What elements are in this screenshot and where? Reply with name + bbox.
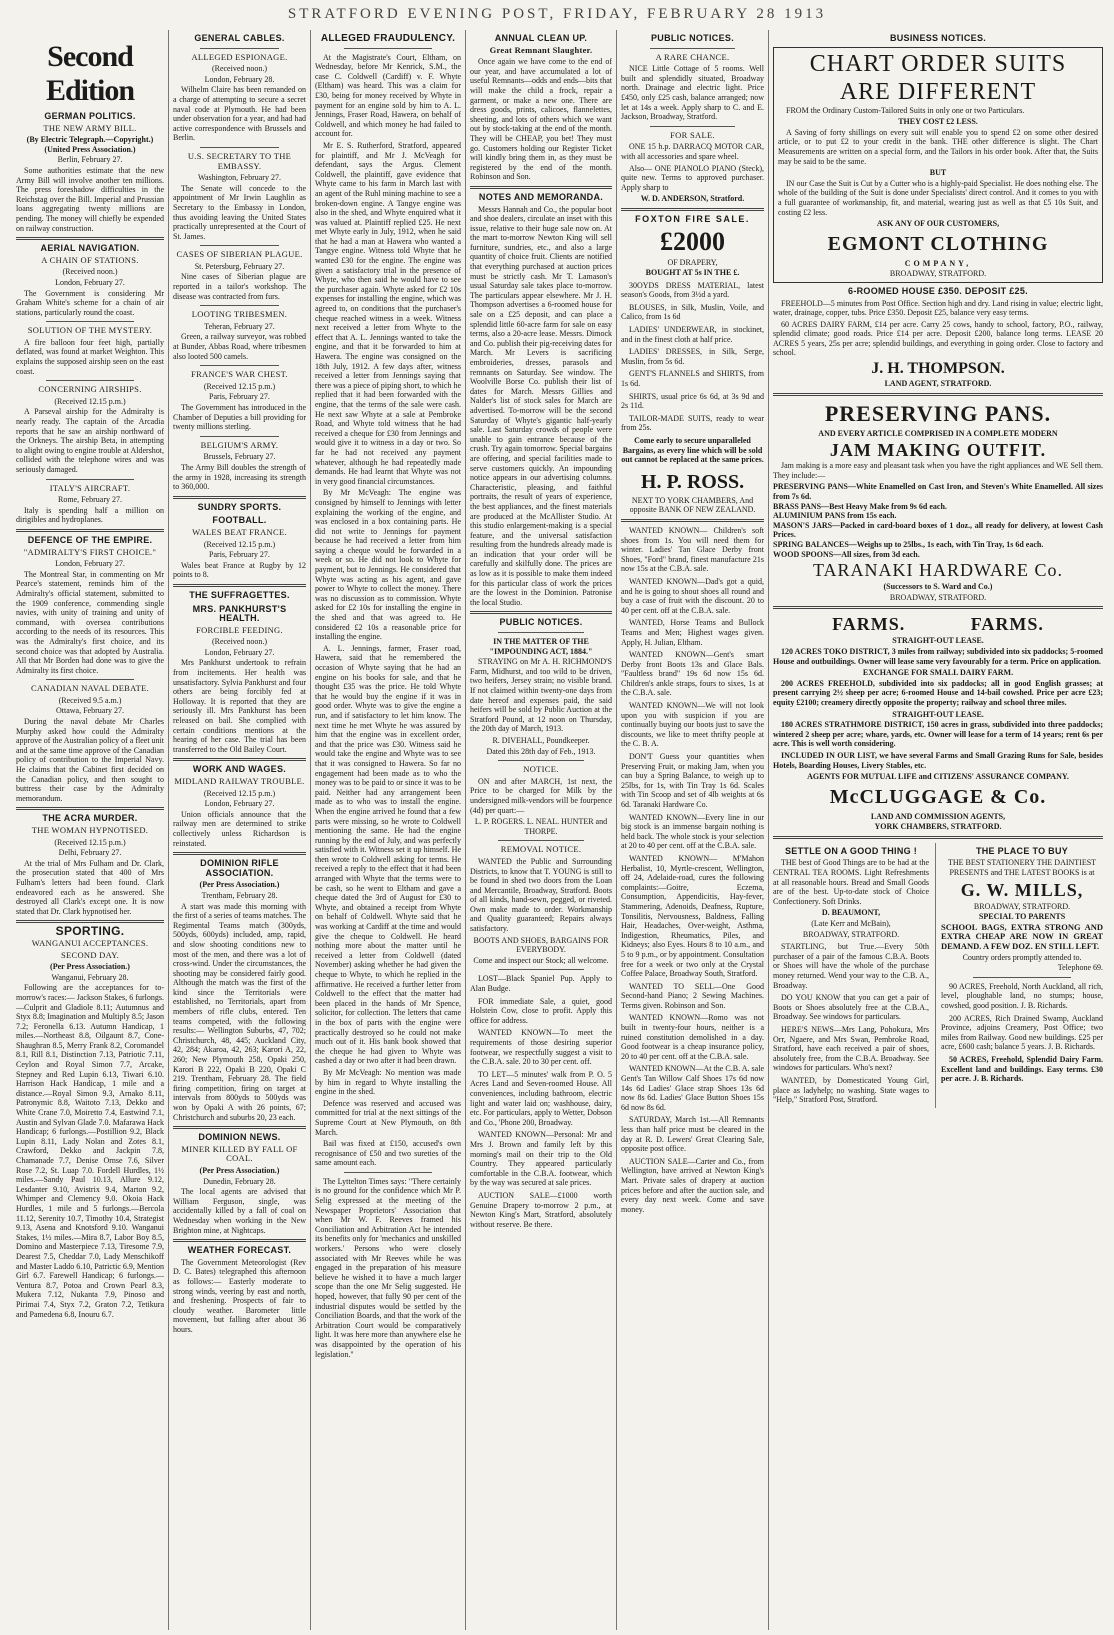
notice-sign: R. DIVEHALL, Poundkeeper. (492, 735, 590, 745)
article-body: By Mr McVeagh: No mention was made by him in regard to Whyte installing the engine in the shed. (315, 1067, 461, 1097)
egmont-name: EGMONT CLOTHING (827, 232, 1049, 255)
ad-line: SHIRTS, usual price 6s 6d, at 3s 9d and 2s 11d. (621, 391, 764, 411)
divider (46, 321, 135, 322)
dateline: Dunedin, February 28. (203, 1176, 276, 1186)
classified-ad: WANTED KNOWN—At the C.B. A. sale Gent's Tan Willow Calf Shoes 17s 6d now 14s 6d Ladies' Glace strap Shoes 13s 6d now 8s 6d. Ladies' Glace Button Shoes 15s 6d now 8s 6d. (621, 1064, 764, 1112)
ad-body: NICE Little Cottage of 5 rooms. Well built and splendidly situated, Broadway north. Drainage and electric light. Price £450, only £25 cash, balance arranged; now let at 14s a week. Apply sharp to C. and E. Jackson, Broadway, Stratford. (621, 64, 764, 122)
divider (498, 840, 583, 841)
subhead: "ADMIRALTY'S FIRST CHOICE." (23, 546, 157, 557)
received-line: (Received 12.15 p.m.) (203, 788, 276, 798)
section-head: FOOTBALL. (212, 515, 267, 526)
dateline: Paris, February 27. (209, 550, 270, 560)
classified-ad: DO YOU KNOW that you can get a pair of Boots or Shoes absolutely free at the C.B.A., Broadway. See windows for particulars. (773, 993, 930, 1022)
classified-ad: WANTED KNOWN—Romo was not built in twenty-four hours, neither is a ruined constitution demolished in a day. Good footwear is a cheap insurance policy, 20 to 40 per cent. off at the C.B.A. sale. (621, 1013, 764, 1061)
ad-line: 30OYDS DRESS MATERIAL, latest season's Goods, from 3½d a yard. (621, 280, 764, 300)
mccluggage-address: YORK CHAMBERS, STRATFORD. (874, 822, 1002, 832)
ad-head: FOR SALE. (670, 129, 715, 140)
subhead: THE NEW ARMY BILL. (43, 122, 137, 133)
subhead: CASES OF SIBERIAN PLAGUE. (176, 249, 303, 260)
divider (773, 836, 1103, 839)
dateline: Ottawa, February 27. (56, 706, 124, 716)
ross-name: H. P. ROSS. (640, 470, 745, 493)
ad-body: 60 ACRES DAIRY FARM, £14 per acre. Carry 25 cows, handy to school, factory, P.O., railway, splendid climate; good roads. Price £14 per acre. Deposit £200, balance long terms. LEASE 20 ACRES 5 years, 25s per acre; splendid buildings, and everything in going order. Close to factory and school. (773, 319, 1103, 358)
beaumont-name: D. BEAUMONT, (821, 908, 881, 918)
classified-ad: WANTED KNOWN—Every line in our big stock is an immense bargain nothing is held back. The whole stock is your selection at 20 to 40 per cent. off at the C.B.A. sale. (621, 812, 764, 851)
divider (773, 393, 1103, 396)
divider (973, 977, 1070, 978)
section-head: GENERAL CABLES. (194, 33, 285, 43)
ad-line: MASON'S JARS—Packed in card-board boxes of 1 doz., all ready for delivery, at lowest Cash Prices. (773, 520, 1103, 540)
column-rule (465, 30, 466, 1630)
subhead: FORCIBLE FEEDING. (196, 624, 283, 635)
notice-head: REMOVAL NOTICE. (500, 844, 582, 855)
section-head: SPORTING. (55, 924, 125, 939)
notice-body: ON and after MARCH, 1st next, the Price to be charged for Milk by the undersigned milk-vendors will be fourpence (4d) per quart:— (470, 776, 612, 815)
article-body: During the naval debate Mr Charles Murphy asked how could the Admiralty approve of the Australian policy of a fleet unit and at the same time approve of the Canadian policy of contribution to the Imperial Navy. He claims that the Cabinet first decided on the Canadian policy, and then sought to buttress their case by the Admiralty memorandum. (16, 717, 164, 803)
subhead: SECOND DAY. (60, 949, 120, 960)
ad-line: BLOUSES, in Silk, Muslin, Voile, and Calico, from 1s 6d (621, 302, 764, 322)
mills-address: BROADWAY, STRATFORD. (973, 901, 1071, 911)
classified-ad: WANTED, by Domesticated Young Girl, place as ladyhelp; no washing. State wages to "Help," Stratford Post, Stratford. (773, 1075, 930, 1105)
taranaki-successors: (Successors to S. Ward and Co.) (883, 582, 993, 592)
ad-body: THE BEST STATIONERY THE DAINTIEST PRESENTS and THE LATEST BOOKS is at (947, 858, 1097, 878)
bottom-ads-left (773, 843, 929, 1108)
classified-ad: LOST—Black Spaniel Pup. Apply to Alan Budge. (470, 974, 612, 994)
divider (344, 48, 432, 49)
notice-body: STRAYING on Mr A. H. RICHMOND'S Farm, Midhurst, and too wild to be driven, two heifers, Jersey strain; no visible brand. If not claimed within twenty-one days from date hereof and expenses paid, the said heifers will be sold by Public Auction at the Stratford Pound, at 12 noon on Thursday, the 20th day of March, 1913. (470, 657, 612, 734)
article-body: The local agents are advised that William Ferguson, single, was accidentally killed by a fall of coal on Wednesday when working in the New Brighton mine, at Nightcaps. (173, 1187, 306, 1235)
foxton-amount: £2000 (660, 226, 725, 256)
article-body: Defence was reserved and accused was committed for trial at the next sittings of the Supreme Court at New Plymouth, on 8th March. (315, 1098, 461, 1137)
notice-names: L. P. ROGERS. L. NEAL. HUNTER and THORPE. (474, 817, 608, 836)
dateline: Trentham, February 28. (201, 890, 278, 900)
ad-line: ASK ANY OF OUR CUSTOMERS, (876, 219, 1000, 229)
ad-line: AGENTS FOR MUTUAL LIFE and CITIZENS' ASSURANCE COMPANY. (807, 772, 1069, 782)
divider (200, 48, 280, 49)
divider (200, 305, 280, 306)
classified-ad: 50 ACRES, Freehold, Splendid Dairy Farm. Excellent land and buildings. Easy terms. £30 per acre. J. B. Richards. (941, 1054, 1103, 1084)
classified-ad: STARTLING, but True.—Every 50th purchaser of a pair of the famous C.B.A. Boots or Shoes will have the whole of the purchase money returned. Wend your way to the C.B. A., Broadway. (773, 942, 930, 990)
section-head: PUBLIC NOTICES. (650, 33, 734, 43)
column-1 (16, 30, 164, 1630)
classified-ad: TO LET—5 minutes' walk from P. O. 5 Acres Land and Seven-roomed House. All conveniences, including bathroom, electric light and water laid on; washhouse, dairy, etc. For particulars, apply to Wetter, Dobson and Co., 'Phone 200, Broadway. (470, 1069, 612, 1127)
divider (498, 632, 583, 633)
bottom-ads-right (935, 843, 1103, 1108)
ad-body: A Saving of forty shillings on every suit will enable you to spend £2 on some other desired article, or to put £2 to your credit in the bank. THE other difference is slight. The Chart Measurements are written on a special form, and the Tailors in his order book. After that, the Suits may be said to be the same. (778, 127, 1098, 166)
mills-special: SPECIAL TO PARENTS (978, 912, 1066, 922)
classified-ad: FOR immediate Sale, a quiet, good Holstein Cow, close to profit. Apply this office for address. (470, 996, 612, 1025)
classified-ad: WANTED KNOWN— Children's soft shoes from 1s. You will need them for winter. Ladies' Tan Glace Derby front Shoes, "Ford" brand, finest manufacture 21s now 15s at the C.B.A. sale. (621, 525, 764, 574)
dateline: London, February 27. (204, 647, 275, 657)
subhead: BELGIUM'S ARMY. (200, 439, 279, 450)
dateline: London, February 27. (55, 277, 125, 287)
ad-body: Also— ONE PIANOLO PIANO (Steck), quite new. Terms to approved purchaser. Apply sharp to (621, 163, 764, 192)
divider (621, 519, 764, 522)
subhead: THE WOMAN HYPNOTISED. (31, 825, 149, 835)
ad-head: FOXTON FIRE SALE. (635, 213, 750, 224)
egmont-company: COMPANY, (904, 258, 972, 268)
column-rule (310, 30, 311, 1630)
masthead: STRATFORD EVENING POST, FRIDAY, FEBRUARY 28 1913 (287, 6, 827, 22)
section-head: GERMAN POLITICS. (44, 111, 136, 121)
article-body: By Mr McVeagh: The engine was consigned by himself to Jennings with letter explaining the working of the engine, and was enclosed in a box containing parts. He did not write to Jennings for payment because he had received a letter from him saying a cheque would be forwarded in a week or so. He did not look to Whyte for payment, but to Jennings. He considered that Whyte was acting as his agent, and gave power to Whyte to collect the money. There was no discussion as to commission. Whyte asked for £2 10s for installing the engine in the shed and that was agreed to. He considered £2 10s a reasonable price for installing the engine. (315, 488, 461, 642)
divider (498, 760, 583, 761)
article-body: Following are the acceptances for to-morrow's races:— Jackson Stakes, 6 furlongs.—Culprit and Gladiole 8.11; Autumnus and Styx 8.8; Imagination and Multiply 8.5; Jason 7.2; Feronella 6.13. Autumn Handicap, 1 miles.—Northeast 8.8, Oilgaunt 8.7, Cone-Shaughran 8.5, Merry Frank 8.2, Coromandel 8.1, Rill 8.1, Distinction 7.13, Patriotic 7.11, Ceylon and Royal Simon 7.7, Arcake, Stepney and Red Lupin 6.13, Tiwari 6.10. Harrison Hack Handicap, 1 mile and a distance.—Royal Simon 9.3, Arnako 8.11, Patronymic 8.8, Waitoto 7.13, Dekko and White Crane 7.0, Moiretto 7.4, Eastwind 7.1, Austin and Sylvan Glade 7.0. Mafarawa Hack Handicap; 6 furlongs.—Postillion 9.2, Black Lupin 8.11, Lady Nolan and Zotes 8.1, Crawford, Dekko and Jackpin 7.8, Chamanade 7.7, Denise Ornse 7.6, Silver Rose 7.2, St. Luap 7.0. Fordell Hurdles, 1½ miles.—Sandy Paul 10.13, Allure 9.12, Lesdanter 9.10, Avistrix 9.4, Marton 9.2, Whimper and Clemency 9.0. Okoia Hack Hurdles, 1 mile and 5 furlongs.—Bercola 11.12, Serenity 10.7, Timothy 10.4, Strategist 9.13, Asena and Knotsford 9.10. Wanganui Stakes, 1½ miles.—Mira 8.7, Labor Boy 8.5, Domino and Masterpiece 7.13, Tiresome 7.9, Dearest 7.5, Cheddar 7.0, Lady Menschikoff and Master Laddo 6.10, Patrictic 6.9, Mention Girl 6.7. Farewell Handicap; 6 furlongs.—Ventura 8.7, Potoa and Crown Pearl 8.3, Mukera 7.12, Nukanta 7.9, Pinoso and Pirimai 7.4, Styx 7.2, Graton 7.2, Tetikura and Pamedena 6.8, Inouru 6.7. (16, 983, 164, 1319)
dateline: Wanganui, February 28. (51, 972, 129, 982)
notice-head: IN THE MATTER OF THE "IMPOUNDING ACT, 1884." (489, 637, 593, 656)
notice-date: Dated this 28th day of Feb., 1913. (486, 746, 596, 756)
ad-subhead: STRAIGHT-OUT LEASE. (892, 709, 984, 719)
divider (173, 1126, 306, 1129)
article-body: The Lyttelton Times says: "There certainly is no ground for the confidence which Mr P. Selig expressed at the meeting of the Newspaper Proprietors' Association that when Mr W. F. Reeves framed his Conciliation and Arbitration Act he intended its benefits only for 'mechanics and unskilled workers.' Persons who were closely associated with Mr Reeves while he was engaged in the preparation of his measure believe he wished it to have a much larger scope than the one Mr Selig suggested. He hoped, however, that fully 90 per cent of the industrial disputes would be settled by the Conciliation Boards, and that the work of the Arbitration Court would be comparatively light. It was here more than anywhere else he was disappointed by the operation of his legislation." (315, 1176, 461, 1359)
article-body: The Montreal Star, in commenting on Mr Pearce's statement, reminds him of the Admiralty's official statement, submitted to the 1909 conference, commending single navies, with unity of training and unity of command, with oversea contributions according to the needs of its resources. This was the Admiralty's first choice, and its second choice was that adopted by Australia. All that Mr Borden had done was to give the Admiralty its first choice. (16, 569, 164, 675)
section-head: DOMINION NEWS. (198, 1132, 281, 1143)
byline: (Per Press Association.) (199, 880, 280, 890)
classified-ad: 90 ACRES, Freehold, North Auckland, all rich, level, ploughable land, no stumps; house, cowshed, good position. J. B. Richards. (941, 981, 1103, 1010)
classified-ad: HERE'S NEWS—Mrs Lang, Pohokura, Mrs Orr, Ngaere, and Mrs Swan, Pembroke Road, Stratford, have each received a pair of shoes, absolutely free, from the C.B.A. Broadway. See windows for particulars. Who's next? (773, 1024, 930, 1073)
ad-sign: W. D. ANDERSON, Stratford. (640, 194, 745, 204)
column-5 (621, 30, 764, 1630)
classified-ad: WANTED TO SELL—One Good Second-hand Piano; 2 Sewing Machines. Terms given. Robinson and Son. (621, 981, 764, 1010)
article-body: Green, a railway surveyor, was robbed at Bunder, Abbas Road, where tribesmen also looted 500 camels. (173, 332, 306, 361)
article-body: A fire balloon four feet high, partially deflated, was found at market Weighton. This explains the supposed airship seen on the east coast. (16, 337, 164, 376)
divider (200, 436, 280, 437)
received-line: (Received 9.5 a.m.) (58, 695, 122, 705)
received-line: (Received 12.15 p.m.) (203, 381, 276, 391)
ad-body: 120 ACRES TOKO DISTRICT, 3 miles from railway; subdivided into six paddocks; 5-roomed House and outbuildings. Owner will lease same very favourably for a term. Price on application. (773, 646, 1103, 666)
divider (46, 380, 135, 381)
notice-head: NOTICE. (523, 764, 559, 775)
subhead: CONCERNING AIRSHIPS. (38, 384, 142, 395)
mills-name: G. W. MILLS, (960, 879, 1084, 900)
thompson-name: J. H. THOMPSON. (871, 360, 1005, 378)
section-head: NOTES AND MEMORANDA. (478, 191, 604, 202)
column-2 (173, 30, 306, 1630)
received-line: (Received 12.15 p.m.) (54, 396, 126, 406)
article-body: Mr E. S. Rutherford, Stratford, appeared for plaintiff, and Mr J. McVeagh for defendant, says the Argus. Clement Coldwell, the plaintiff, gave evidence that Whyte came to his farm in March last with an agent of the Ruhl mining machine to see a broken-down engine. A Tangye engine was also in the shed, and Whyte enquired what it was valued at. Plaintiff replied £25. He next met Whyte early in July, 1912, when he said that he had a man at Hawera who wanted a Tangye engine. Witness told Whyte that he wanted £30 for the engine. The engine was given a satisfactory trial in the presence of Whyte, who then said he would have to see the purchaser again. Whyte asked for £2 10s expenses for installing the engine, which was agreed to, on conditions that the purchaser's cheque reached witness in a week. Witness next received a letter from Whyte to the effect that A. L. Jennings wanted to take the engine, and that it be forwarded to him at Hawera. The engine was consigned on the 18th July, 1912. A few days after, witness received a letter from Jennings saying that there was a piece of piping short, to which he replied that it had been forwarded with the engine, that the terms of the sale were cash. He next saw Whyte at a sale at Pembroke Road, and Whyte told witness that he had received a cheque for £30 from Jennings and would give it to witness in a day or two. So far he had not received any payment whatever, although he had repeatedly made demands. He had learnt that Whyte was not in very good financial circumstances. (315, 140, 461, 486)
second-edition-title: Second Edition (45, 40, 135, 107)
divider (16, 237, 164, 240)
article-body: Wilhelm Claire has been remanded on a charge of attempting to secure a secret naval code at Plymouth. He had been under observation for a year, and had had active correspondence with Brussels and Berlin. (173, 85, 306, 143)
received-line: (Received 12.15 p.m.) (54, 837, 126, 847)
section-head: DEFENCE OF THE EMPIRE. (27, 534, 153, 545)
divider (16, 529, 164, 532)
ad-title: ARE DIFFERENT (839, 78, 1037, 105)
mccluggage-role: LAND AND COMMISSION AGENTS, (870, 811, 1006, 821)
divider (650, 126, 736, 127)
classified-ad: WANTED KNOWN—To meet the requirements of those desiring superior footwear, we respectfully suggest a visit to the C.B.A. sale. 20 to 30 per cent. off. (470, 1028, 612, 1067)
article-body: A. L. Jennings, farmer, Fraser road, Hawera, said that he remembered the occasion of Whyte saying that he had an engine on his books for sale, and that he thought £35 was the price. He told Whyte that he would buy the engine if it was in good order. Whyte was to give the engine a run, and if satisfactory to let him know. The next time he met Whyte he was assured by him that the engine was in excellent order, and that the price was £30. Witness said he would take the engine and Whyte was to see that it was consigned to Hawera. So far no engagement had been made as to who the money was to be paid to or since it was to be paid. Neither had any arrangement been made as to who was to install the engine. When the engine arrived he found that a few parts were missing, so he wrote to Coldwell mentioning the same. He had the engine running by the end of July, and was perfectly satisfied with it. Witness set it up himself. He then wrote to Coldwell asking for terms. He received a reply to the effect that it had been arranged with Whyte that the terms were to be cash, so he went to Eltham and gave a cheque dated the 3rd of August for £30 to Whyte, and obtained a receipt from Whyte on behalf of Coldwell. Whyte said that he was working at Cardiff at the time and would give the cheque to Coldwell. He heard nothing more about the matter until he received a letter from Coldwell (dated November) asking whether he had given the cheque to Whyte, to which he replied in the affirmative. He received a further letter from Coldwell to the effect that the matter had been placed in the hands of Mr Spence, solicitor, for collection. The letters that came in the box of parts with the engine were practically destroyed so he could not make much out of it. His bank book showed that the cheque he had given to Whyte was cashed a day or two after it had been drawn. (315, 643, 461, 1066)
beaumont-address: BROADWAY, STRATFORD. (802, 929, 900, 939)
byline: (Per Press Association.) (199, 1165, 280, 1175)
beaumont-late: (Late Kerr and McBain), (811, 919, 891, 929)
notice-end: Come and inspect our Stock; all welcome. (473, 955, 609, 965)
ad-title: CHART ORDER SUITS (809, 50, 1067, 77)
taranaki-address: BROADWAY, STRATFORD. (889, 592, 987, 602)
ad-body: FROM the Ordinary Custom-Tailored Suits in only one or two Particulars. (786, 105, 1025, 115)
thompson-role-text: LAND AGENT, (884, 379, 939, 389)
divider (46, 679, 135, 680)
ad-line: LADIES' UNDERWEAR, in stockinet, and in the finest cloth at half price. (621, 325, 764, 344)
ad-line: WOOD SPOONS—All sizes, from 3d each. (773, 549, 920, 559)
section-head: ANNUAL CLEAN UP. (494, 33, 588, 43)
dateline: Delhi, February 27. (58, 848, 122, 858)
divider (173, 496, 306, 499)
classified-ad: WANTED KNOWN— M'Mahon Herbalist, 10, Myrtle-crescent, Wellington, off 24, Adelaide-road, cures the following complaints:—Goitre, Eczema, Consumption, Appendicitis, Hay-fever, Stammering, Adenoids, Deafness, Rupture, Tonsilitis, Nervousness, Baldness, Falling Hair, Headaches, Over-weight, Asthma, Indigestion, Rheumatics, Piles, and Kidneys; also Eyes. Hours 8 to 10 a.m., and 5 to 9 p.m., or by appointment. Consultation free for a week or two only at the Crystal Coffee Palace, Broadway South, Stratford. (621, 853, 764, 979)
ad-line: THEY COST £2 LESS. (898, 117, 978, 127)
ad-line: BUT (929, 168, 947, 178)
classified-ad: WANTED KNOWN—Dad's got a quid, and he is going to shout shoes all round and buy a case of fruit with the discount. 20 to 40 per cent. off at the C.B.A. sale. (621, 576, 764, 615)
ad-body: INCLUDED IN OUR LIST, we have several Farms and Small Grazing Runs for Sale, besides Hotels, Boarding Houses, Livery Stables, etc. (773, 750, 1103, 770)
mccluggage-name: McCLUGGAGE & Co. (829, 785, 1047, 808)
received-line: (Received noon.) (211, 64, 268, 74)
ad-head: SETTLE ON A GOOD THING ! (785, 845, 918, 856)
notice-tag: BOOTS AND SHOES, BARGAINS FOR EVERYBODY. (473, 935, 609, 955)
subhead: WALES BEAT FRANCE. (192, 526, 287, 537)
divider (46, 479, 135, 480)
dateline: Rome, February 27. (58, 495, 122, 505)
subhead: LOOTING TRIBESMEN. (191, 309, 288, 320)
mills-telephone: Telephone 69. (1057, 963, 1103, 973)
dateline: Washington, February 27. (198, 173, 281, 183)
section-head: SUNDRY SPORTS. (197, 501, 282, 512)
received-line: (Received noon.) (211, 637, 268, 647)
subhead: Great Remnant Slaughter. (489, 44, 593, 55)
byline: (By Electric Telegraph.—Copyright.) (United Press Association.) (26, 135, 154, 154)
article-body: Wales beat France at Rugby by 12 points to 8. (173, 560, 306, 580)
dateline: Brussels, February 27. (203, 452, 276, 462)
ad-subhead: STRAIGHT-OUT LEASE. (892, 636, 984, 646)
ad-body: THE best of Good Things are to be had at the CENTRAL TEA ROOMS. Light Refreshments at all reasonable hours. Bread and Small Goods are of the best. Up-to-date stock of Choice Confectionery. Soft Drinks. (773, 858, 930, 906)
received-line: (Received 12.15 p.m.) (203, 539, 276, 549)
column-rule (616, 30, 617, 1630)
mills-bags: SCHOOL BAGS, EXTRA STRONG AND EXTRA CHEAP ARE NOW IN GREAT DEMAND. A FEW DOZ. EN STILL LEFT. (941, 921, 1103, 952)
ad-line: LADIES' DRESSES, in Silk, Serge, Muslin, from 5s 6d. (621, 347, 764, 366)
ad-line: ALUMINIUM PANS from 15s each. (773, 511, 897, 521)
article-body: The Government is considering Mr Graham White's scheme for a chain of air stations, particularly round the coast. (16, 288, 164, 317)
egmont-address: BROADWAY, STRATFORD. (889, 269, 987, 279)
dateline: London, February 27. (55, 559, 125, 569)
ad-body: 180 ACRES STRATHMORE DISTRICT, 150 acres in grass, subdivided into three paddocks; wintered 2 sheep per acre; whare, yards, etc. Owner will lease for a term of 14 years; rent 6s per acre. This is well worth considering. (773, 720, 1103, 749)
classified-ad: WANTED KNOWN—Gent's smart Derby front Boots 13s and Glace Bals. "Faultless brand" 19s 6d now 15s 6d. Children's ankle straps, fours to sixes, 1s at the C.B.A. sale. (621, 650, 764, 698)
divider (200, 147, 280, 148)
section-head: THE ACRA MURDER. (42, 813, 138, 824)
ad-head: THE PLACE TO BUY (975, 845, 1069, 856)
subhead: CANADIAN NAVAL DEBATE. (30, 683, 150, 694)
article-body: Italy is spending half a million on dirigibles and hydroplanes. (16, 505, 164, 525)
classified-ad: WANTED, Horse Teams and Bullock Teams and Men; Highest wages given. Apply, H. Julian, Eltham. (621, 618, 764, 647)
dateline: Berlin, February 27. (57, 155, 123, 165)
section-head: WEATHER FORECAST. (187, 1245, 292, 1256)
ad-head: A RARE CHANCE. (655, 51, 730, 62)
ad-line: AND EVERY ARTICLE COMPRISED IN A COMPLETE MODERN (818, 428, 1058, 438)
bottom-ads (773, 843, 1103, 1108)
divider (200, 365, 280, 366)
divider (173, 758, 306, 761)
column-rule (768, 30, 769, 1630)
classified-ad: AUCTION SALE—Carter and Co., from Wellington, have arrived at Newton King's Mart. Private sales of drapery at auction prices before and after the auction sale, and every day next week. Come and save money. (621, 1156, 764, 1214)
divider (470, 611, 612, 614)
ad-line: BRASS PANS—Best Heavy Make from 9s 6d each. (773, 501, 947, 511)
ad-body: ONE 15 h.p. DARRACQ MOTOR CAR, with all accessories and spare wheel. (621, 142, 764, 161)
byline: (Per Press Association.) (50, 962, 130, 972)
divider (173, 1239, 306, 1242)
ad-body: IN our Case the Suit is Cut by a Cutter who is a highly-paid Specialist. He does nothing else. The whole of the building of the Suit is done under Specialists' direct control. And it comes to you with a full guarantee of workmanship, fit, and material, wearing just as well as that £5 10s Suit, and costing £2 less. (778, 178, 1098, 217)
column-4 (470, 30, 612, 1630)
ad-body: FREEHOLD—5 minutes from Post Office. Section high and dry. Land rising in value; electric light, water, drainage, copper, tubs. Price £350. Deposit £25, balance very easy terms. (773, 298, 1103, 318)
classified-ad: WANTED KNOWN—Personal: Mr and Mrs J. Brown and family left by this morning's mail on their trip to the Old Country. They appeared particularly comfortable in the C.B.A. footwear, which by the way was secured at sale prices. (470, 1130, 612, 1188)
article-body: A start was made this morning with the first of a series of teams matches. The Regimental Teams match (300yds, 500yds, 600yds) included, amp, rapid, and slow shooting conditions new to most of the men, and there was a lot of cross-wind. Under the circumstances, the shooting may be considered fairly good. Although the match was the first of the kind since the Territorials were established, no Territorials, apart from members of rifle clubs, entered. Ten teams competed, with the following results:— Wellington Suburbs, 47, 702; Christchurch, 48, 445; Auckland City, 42, 284; Akaroa, 42, 263; Karori A, 22, 260; New Plymouth 258, Opaki 250, Karori B 222, Opaki B 220, Opaki C 219. Trentham, February 28. The field firing competition, firing on target at intervals from 800yds to 500yds was won by Opaki A with 26 points, 67; Christchurch and suburbs 20, 23 each. (173, 901, 306, 1122)
classified-ad: 200 ACRES, Rich Drained Swamp, Auckland Province, adjoins Creamery, Post Office; two miles from Railway. Good new buildings. £25 per acre, £600 cash; balance 5 years. J. B. Richards. (941, 1013, 1103, 1052)
subhead: SOLUTION OF THE MYSTERY. (27, 325, 153, 336)
ad-subhead: EXCHANGE FOR SMALL DAIRY FARM. (862, 668, 1014, 678)
divider (344, 1172, 432, 1173)
received-line: (Received noon.) (62, 267, 118, 277)
ad-head: 6-ROOMED HOUSE £350. DEPOSIT £25. (848, 285, 1028, 296)
ad-line: SPRING BALANCES—Weighs up to 25lbs., 1s each, with Tin Tray, 1s 6d each. (773, 540, 1044, 549)
subhead: U.S. SECRETARY TO THE EMBASSY. (187, 150, 292, 171)
article-body: The Government Meteorologist (Rev D. C. Bates) telegraphed this afternoon as follows:— Easterly moderate to strong winds, veering by east and north, and freshening. Prospects of fair to cloudy weather. Barometer little movement, but falling after about 36 hours. (173, 1257, 306, 1334)
pans-outfit: JAM MAKING OUTFIT. (829, 440, 1047, 461)
thompson-role (773, 379, 1103, 389)
ad-body: 200 ACRES FREEHOLD, subdivided into six paddocks; all in good English grasses; at present carrying 2½ sheep per acre; 6-roomed House and 14-bail cowshed. Price per acre £23; equity £2100; creamery directly opposite the property; railway and school three miles. (773, 678, 1103, 707)
divider (773, 606, 1103, 609)
column-3 (315, 30, 461, 1630)
section-head: THE SUFFRAGETTES. (189, 589, 290, 600)
subhead: WANGANUI ACCEPTANCES. (31, 937, 149, 948)
dateline: Paris, February 27. (209, 392, 270, 402)
divider (173, 584, 306, 587)
article-body: At the Magistrate's Court, Eltham, on Wednesday, before Mr Kenrick, S.M., the case C. Coldwell (Cardiff) v. F. Whyte (Eltham) was heard. This was a claim for £30, being for money received by Whyte in payment for an engine sold by him to A. L. Jennings, Fraser Road, Hawera, on behalf of Coldwell, and which money he had failed to account for. (315, 52, 461, 139)
ad-note: Come early to secure unparalleled Bargains, as every line which will be sold out cannot be replaced at the same prices. (621, 436, 764, 465)
notice-body: WANTED the Public and Surrounding Districts, to know that T. YOUNG is still to be found in shed two doors from the Loan and Mercantile, Broadway, Stratford. Boots of all kinds, hand-sewn, pegged, or riveted. Own make made to order. Workmanship and Quality guaranteed; Repairs always satisfactory. (470, 856, 612, 934)
subhead: A CHAIN OF STATIONS. (41, 254, 139, 265)
article-body: Bail was fixed at £150, accused's own recognisance of £50 and two sureties of the same amount each. (315, 1139, 461, 1168)
divider (621, 208, 764, 211)
classified-ad: AUCTION SALE—£1000 worth Genuine Drapery to-morrow 2 p.m., at Newton King's Mart, Stratford, absolutely without reserve. Be there. (470, 1190, 612, 1229)
section-head: ALLEGED FRAUDULENCY. (320, 33, 456, 44)
ad-line: TAILOR-MADE SUITS, ready to wear from 25s. (621, 413, 764, 433)
classified-ad: SATURDAY, March 1st.—All Remnants less than half price must be cleared in the day at R. D. Lewers' Great Clearing Sale, opposite post office. (621, 1115, 764, 1154)
classified-ad: DON'T Guess your quantities when Preserving Fruit, or making Jam, when you can buy a Spring Balance, to weigh up to 25lbs, for 1s, with Tin Tray 1s 6d. Scales with Tin Scoop and set of 4lb weights at 6s 6d. Taranaki Hardware Co. (621, 752, 764, 809)
ross-address: NEXT TO YORK CHAMBERS, And opposite BANK OF NEW ZEALAND. (629, 495, 756, 515)
subhead: MINER KILLED BY FALL OF COAL. (181, 1143, 298, 1164)
ad-line: PRESERVING PANS—White Enamelled on Cast Iron, and Steven's White Enamelled. All sizes from 7s 6d. (773, 482, 1103, 502)
mills-country: Country orders promptly attended to. (962, 952, 1082, 962)
section-head: AERIAL NAVIGATION. (40, 243, 140, 254)
section-head: PUBLIC NOTICES. (499, 617, 583, 628)
farms-head: FARMS. FARMS. (832, 614, 1044, 635)
subhead: MIDLAND RAILWAY TROUBLE. (174, 776, 305, 786)
divider (498, 969, 583, 970)
section-head: BUSINESS NOTICES. (889, 33, 987, 43)
divider (16, 807, 164, 810)
taranaki-name: TARANAKI HARDWARE Co. (812, 560, 1064, 581)
ad-body: Jam making is a more easy and pleasant task when you have the right appliances and WE Sell them. They include:— (773, 461, 1103, 480)
article-body: The Senate will concede to the appointment of Mr Irwin Laughlin as Secretary to the Embassy in London, thus avoiding leaving the United States practically unrepresented at the Court of St. James. (173, 183, 306, 241)
divider (470, 186, 612, 189)
ad-line: GENT'S FLANNELS and SHIRTS, from 1s 6d. (621, 369, 764, 389)
article-body: The Government has introduced in the Chamber of Deputies a bill providing for twenty millions sterling. (173, 403, 306, 432)
dateline: London, February 27. (204, 799, 275, 809)
article-body: Messrs Hannah and Co., the popular boot and shoe dealers, circulate an inset with this issue, relative to their huge sale now on. At the mart to-morrow Newton King will sell furniture, sundries, etc., and also a large quantity of choice fruit. Clients are notified that everything purchased at auction prices must be strictly cash. Mr T. Lamason's usual Saturday sale takes place to-morrow. The particulars appear elsewhere. Mr J. H. Thompson advertises a 6-roomed house for sale on a £25 deposit, and can place a splendid little 60-acre farm for sale on easy terms, also a 20-acre lease. Messrs. Dimock and Co. publish their pig-receiving dates for March. Mr Levers is sacrificing embroideries, dresses, parasols and remnants on Saturday. See window. The Woolville Borse Co. publish their list of dates for March. Messrs Gillies and Nalder's list of stock sales for March are advertised. To-morrow will be the second Saturday of Whyte's gigantic half-yearly sale. Last Saturday crowds of people were unable to gain entrance because of the crush. Try again tomorrow. Special bargains are offering, and special facilities made to serve customers quickly. An impounding notice appears in our advertising columns. Characteristic, pleasing, and faithful portraits, the result of years of experience, the best appliances, and the finest materials are produced at the McAllister Studio. At this studio enlargement-making is a special feature, and the universal satisfaction resulting from the hundreds already made is an indication that your order will be carefully and skilfully done. The prices are as low as it is possible to make them indeed for this particular class of work the prices are the lowest in the Dominion. Patronise the local Studio. (470, 204, 612, 607)
pans-title: PRESERVING PANS. (824, 400, 1052, 426)
subhead: FRANCE'S WAR CHEST. (191, 369, 288, 380)
article-body: Mrs Pankhurst undertook to refrain from incitements. Her health was unsatisfactory. Sylvia Pankhurst and four others are being forcibly fed at Holloway. It is reported that they are seriously ill. Mrs Pankhurst has been released on bail. She complied with certain conditions mentions at the hearing of her case. The trial has been transferred to the Old Bailey Court. (173, 658, 306, 754)
article-body: Once again we have come to the end of our year, and have accumulated a lot of useful Remnants—odds and ends—bits that will make the child a frock, repair a garment, or make a new one. There are dress goods, prints, calicoes, flannelettes, sheeting, and lots of others which we want out by stock-taking at the end of the month. They will be CHEAP, you bet! They must go. Customers holding our Register Ticket will kindly bring them in, as they must be registered by the end of the month. Robinson and Son. (470, 57, 612, 182)
ad-line: OF DRAPERY, (667, 257, 718, 267)
article-body: The Army Bill doubles the strength of the army in 1928, increasing its strength to 360,000. (173, 462, 306, 492)
divider (200, 245, 280, 246)
dateline: St. Petersburg, February 27. (194, 261, 285, 271)
divider (650, 48, 736, 49)
chart-order-ad (773, 47, 1103, 283)
section-head: WORK AND WAGES. (192, 764, 287, 775)
column-6 (773, 30, 1103, 1630)
thompson-town: STRATFORD. (940, 379, 992, 389)
classified-ad: WANTED KNOWN—We will not look upon you with suspicion if you are continually buying our boots just to save the discounts, we like to meet thrifty people at the C. B. A. (621, 701, 764, 749)
subhead: ITALY'S AIRCRAFT. (49, 482, 131, 493)
article-body: Union officials announce that the railway men are determined to strike collectively unless Richardson is reinstated. (173, 809, 306, 848)
dateline: Teheran, February 27. (204, 321, 275, 331)
dateline: London, February 28. (204, 74, 275, 84)
divider (173, 852, 306, 855)
divider (16, 920, 164, 923)
article-body: Some authorities estimate that the new Army Bill will involve another ten millions. The press foreshadow difficulties in the Reichstag over the Bill. Imperial and Prussian loans aggregating twenty millions are pending. The money will chiefly be expended on railway construction. (16, 165, 164, 233)
subhead: ALLEGED ESPIONAGE. (191, 51, 288, 62)
article-body: A Parseval airship for the Admiralty is nearly ready. The captain of the Arcadia reports that he saw an airship northward of the Orkneys. The airship Beta, in attempting to alight owing to engine trouble at Aldershot, collided with the telephone wires and was seriously damaged. (16, 407, 164, 474)
section-head: MRS. PANKHURST'S HEALTH. (192, 603, 287, 624)
section-head: DOMINION RIFLE ASSOCIATION. (200, 858, 279, 878)
article-body: At the trial of Mrs Fulham and Dr. Clark, the prosecution stated that 400 of Mrs Fulham's letters had been found. Clark endeavored each as he answered. She destroyed all Clark's except one. It is now stated that Dr. Clark hypnotised her. (16, 858, 164, 916)
article-body: Nine cases of Siberian plague are reported in a tailor's workshop. The disease was contracted from furs. (173, 272, 306, 301)
ad-line: BOUGHT AT 5s IN THE £. (645, 268, 740, 278)
column-rule (168, 30, 169, 1630)
